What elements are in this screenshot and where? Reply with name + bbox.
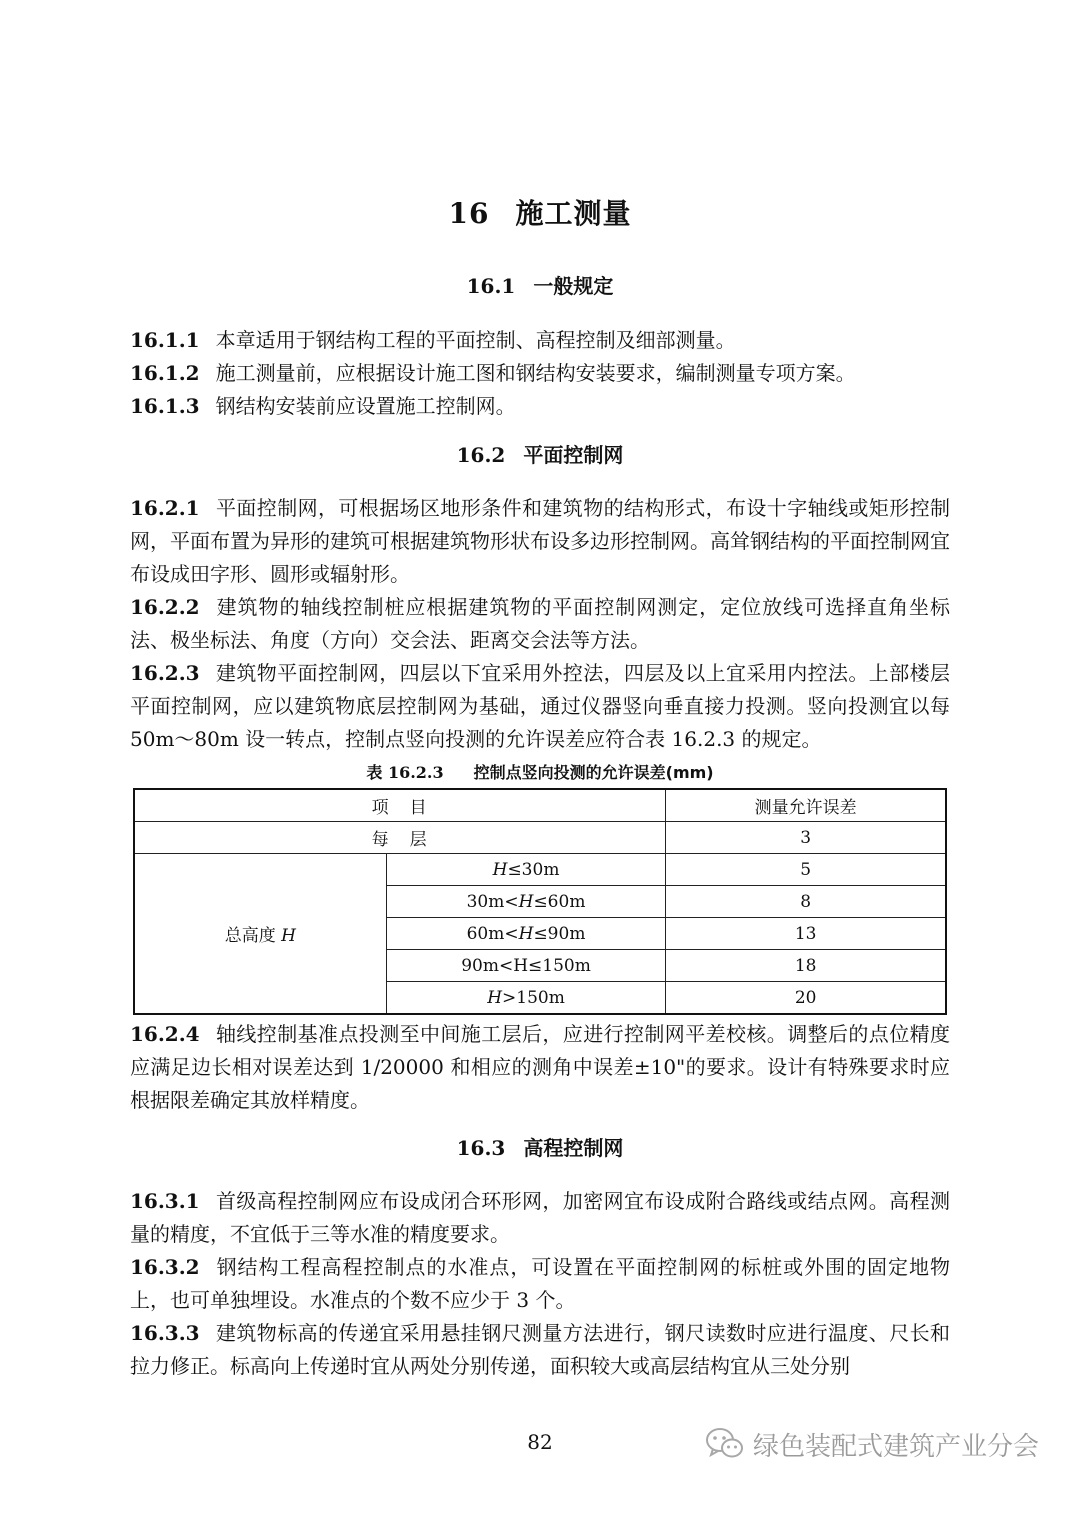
paragraph-16-2-2: 16.2.2 建筑物的轴线控制桩应根据建筑物的平面控制网测定，定位放线可选择直角坐标法、极坐标法、角度（方向）交会法、距离交会法等方法。 [130,595,950,652]
paragraph-16-1-2: 16.1.2 施工测量前，应根据设计施工图和钢结构安装要求，编制测量专项方案。 [130,361,856,385]
watermark-text: 绿色装配式建筑产业分会 [753,1431,1040,1462]
section-title-16-2: 16.2 平面控制网 [456,443,624,467]
chapter-name: 施工测量 [515,197,632,230]
table-row [134,822,946,854]
height-range: 90m<H≤150m [386,950,666,982]
height-tolerance: 5 [666,854,946,886]
table-caption: 表 16.2.3 控制点竖向投测的允许误差(mm) [366,763,714,782]
per-floor-label: 每 层 [134,822,666,854]
chapter-number: 16 [448,197,490,230]
page-number: 82 [527,1430,553,1454]
table-row [134,854,946,886]
paragraph-16-2-3: 16.2.3 建筑物平面控制网，四层以下宜采用外控法，四层及以上宜采用内控法。上部楼层平面控制网，应以建筑物底层控制网为基础，通过仪器竖向垂直接力投测。竖向投测宜以每 50m～80m 设一转点，控制点竖向投测的允许误差应符合表 16.2.3 的规定。 [130,661,950,751]
tolerance-table [133,788,947,1015]
header-tolerance: 测量允许误差 [666,789,946,822]
paragraph-16-2-4: 16.2.4 轴线控制基准点投测至中间施工层后，应进行控制网平差校核。调整后的点位精度应满足边长相对误差达到 1/20000 和相应的测角中误差±10"的要求。设计有特殊要求时应根据限差确定其放样精度。 [130,1022,950,1112]
section-title-16-3: 16.3 高程控制网 [456,1136,624,1160]
header-item: 项 目 [134,789,666,822]
height-range: 60m<H≤90m [386,918,666,950]
height-tolerance: 20 [666,982,946,1015]
paragraph-16-3-1: 16.3.1 首级高程控制网应布设成闭合环形网，加密网宜布设成附合路线或结点网。高程测量的精度，不宜低于三等水准的精度要求。 [130,1189,950,1246]
height-range: H>150m [386,982,666,1015]
wechat-icon [705,1427,745,1461]
paragraph-16-2-1: 16.2.1 平面控制网，可根据场区地形条件和建筑物的结构形式，布设十字轴线或矩形控制网，平面布置为异形的建筑可根据建筑物形状布设多边形控制网。高耸钢结构的平面控制网宜布设成田字形、圆形或辐射形。 [130,496,950,586]
total-height-label: 总高度 H [134,854,386,1015]
section-title-16-1: 16.1 一般规定 [466,274,614,298]
height-range: 30m<H≤60m [386,886,666,918]
height-range: H≤30m [386,854,666,886]
paragraph-16-1-3: 16.1.3 钢结构安装前应设置施工控制网。 [130,394,516,418]
paragraph-16-3-3: 16.3.3 建筑物标高的传递宜采用悬挂钢尺测量方法进行，钢尺读数时应进行温度、尺长和拉力修正。标高向上传递时宜从两处分别传递，面积较大或高层结构宜从三处分别 [130,1321,950,1378]
table-header-row [134,789,946,822]
per-floor-value: 3 [666,822,946,854]
height-tolerance: 8 [666,886,946,918]
paragraph-16-3-2: 16.3.2 钢结构工程高程控制点的水准点，可设置在平面控制网的标桩或外围的固定地物上，也可单独埋设。水准点的个数不应少于 3 个。 [130,1255,950,1312]
height-tolerance: 13 [666,918,946,950]
watermark [705,1424,1065,1464]
paragraph-16-1-1: 16.1.1 本章适用于钢结构工程的平面控制、高程控制及细部测量。 [130,328,736,352]
chapter-title [0,192,1080,232]
height-tolerance: 18 [666,950,946,982]
